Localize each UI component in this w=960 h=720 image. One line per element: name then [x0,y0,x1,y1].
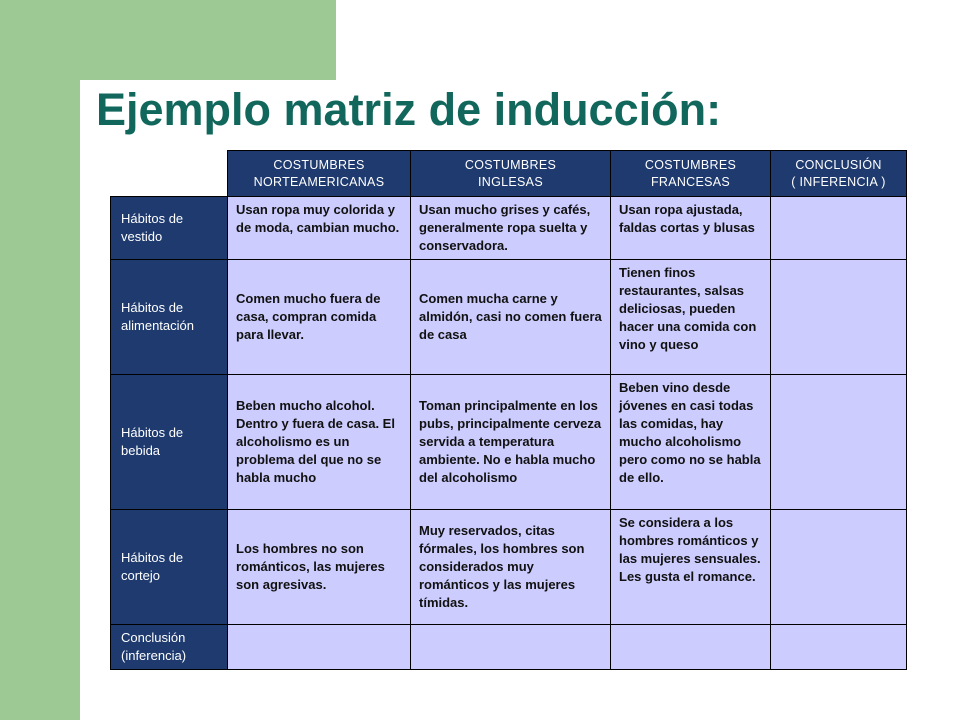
table-row-alimentacion [111,260,907,375]
cell-vestido-francesas: Usan ropa ajustada, faldas cortas y blusas [611,197,771,260]
table-row-cortejo [111,510,907,625]
cell-conclusion-inglesas [411,625,611,670]
cell-cortejo-francesas: Se considera a los hombres románticos y las mujeres sensuales. Les gusta el romance. [611,510,771,625]
cell-vestido-norteamericanas: Usan ropa muy colorida y de moda, cambian mucho. [228,197,411,260]
cell-bebida-inglesas: Toman principalmente en los pubs, principalmente cerveza servida a temperatura ambiente. No e habla mucho del alcoholismo [411,375,611,510]
column-header-norteamericanas: COSTUMBRES NORTEAMERICANAS [228,151,411,197]
cell-bebida-norteamericanas: Beben mucho alcohol. Dentro y fuera de casa. El alcoholismo es un problema del que no se habla mucho [228,375,411,510]
cell-bebida-francesas: Beben vino desde jóvenes en casi todas las comidas, hay mucho alcoholismo pero como no se habla de ello. [611,375,771,510]
cell-alimentacion-conclusion [771,260,907,375]
empty-corner-cell [111,151,228,197]
cell-conclusion-conclusion [771,625,907,670]
cell-vestido-conclusion [771,197,907,260]
table-row-conclusion [111,625,907,670]
column-header-inglesas: COSTUMBRES INGLESAS [411,151,611,197]
column-header-francesas: COSTUMBRES FRANCESAS [611,151,771,197]
row-header-cortejo: Hábitos de cortejo [111,510,228,625]
cell-alimentacion-inglesas: Comen mucha carne y almidón, casi no comen fuera de casa [411,260,611,375]
induction-matrix [110,150,907,670]
cell-bebida-conclusion [771,375,907,510]
table-row-vestido [111,197,907,260]
slide-title: Ejemplo matriz de inducción: [96,84,722,135]
table-row-bebida [111,375,907,510]
cell-alimentacion-norteamericanas: Comen mucho fuera de casa, compran comida para llevar. [228,260,411,375]
cell-conclusion-norteamericanas [228,625,411,670]
green-top-decoration [80,0,336,80]
cell-cortejo-inglesas: Muy reservados, citas fórmales, los hombres son considerados muy románticos y las mujeres tímidas. [411,510,611,625]
cell-cortejo-norteamericanas: Los hombres no son románticos, las mujeres son agresivas. [228,510,411,625]
row-header-bebida: Hábitos de bebida [111,375,228,510]
row-header-vestido: Hábitos de vestido [111,197,228,260]
cell-conclusion-francesas [611,625,771,670]
cell-vestido-inglesas: Usan mucho grises y cafés, generalmente ropa suelta y conservadora. [411,197,611,260]
green-sidebar-decoration [0,0,80,720]
header-row [111,151,907,197]
cell-alimentacion-francesas: Tienen finos restaurantes, salsas deliciosas, pueden hacer una comida con vino y queso [611,260,771,375]
row-header-alimentacion: Hábitos de alimentación [111,260,228,375]
cell-cortejo-conclusion [771,510,907,625]
column-header-conclusion: CONCLUSIÓN ( INFERENCIA ) [771,151,907,197]
row-header-conclusion: Conclusión (inferencia) [111,625,228,670]
